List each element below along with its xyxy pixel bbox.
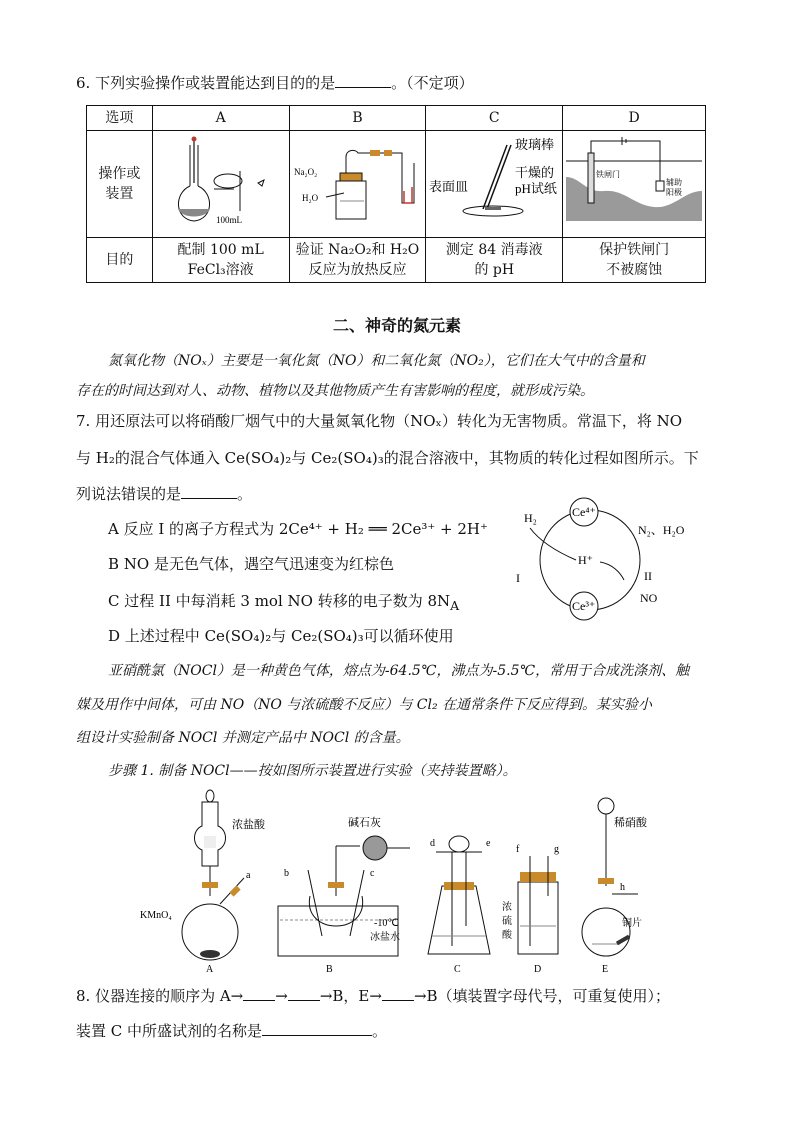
flask-volume-label: 100mL <box>215 215 242 225</box>
q6-purpose-d-1: 保护铁闸门 <box>599 242 670 258</box>
q6-image-d <box>563 131 706 238</box>
ce3-label: Ce³⁺ <box>572 599 596 613</box>
apparatus-figure <box>140 786 660 976</box>
b-temp-label: -10℃ <box>374 918 399 929</box>
hplus-label: H⁺ <box>578 553 593 567</box>
q7-line-3 <box>76 483 252 504</box>
q8-line-1-b: → <box>275 987 288 1005</box>
b-label: B <box>326 964 333 975</box>
process-2-label: II <box>644 569 652 583</box>
na2o2-label: Na₂O₂ <box>294 167 318 177</box>
q6-header-b: B <box>289 106 426 131</box>
apparatus-a <box>140 790 266 975</box>
a-solid-label: KMnO₄ <box>140 910 172 921</box>
d-label: D <box>534 964 542 975</box>
q6-header-a: A <box>152 106 289 131</box>
q6-answer-blank[interactable] <box>335 73 391 88</box>
products-label: N₂、H₂O <box>638 523 685 537</box>
d-port-f-label: f <box>516 844 520 855</box>
d-acid-label-2: 硫 <box>502 916 512 927</box>
nocl-line-1: 亚硝酰氯（NOCl）是一种黄色气体，熔点为-64.5℃，沸点为-5.5℃，常用于合成洗涤剂、触 <box>108 663 690 679</box>
q8-line-2-b: 。 <box>372 1022 388 1040</box>
q6-row2-label-2: 装置 <box>105 186 134 202</box>
q6-image-c <box>426 131 563 238</box>
ph-test-diagram <box>427 131 561 231</box>
q6-purpose-b-1: 验证 Na₂O₂和 H₂O <box>295 242 420 258</box>
a-port-label: a <box>246 870 251 881</box>
b-bath-label: 冰盐水 <box>370 932 400 943</box>
h2o-label: H₂O <box>302 193 319 203</box>
q7-line-1: 7. 用还原法可以将硝酸厂烟气中的大量氮氧化物（NOₓ）转化为无害物质。常温下，将 NO <box>76 412 683 430</box>
q6-image-a <box>152 131 289 238</box>
glass-rod-label: 玻璃棒 <box>515 137 555 152</box>
nocl-line-2: 媒及用作中间体，可由 NO（NO 与浓硫酸不反应）与 Cl₂ 在通常条件下反应得到。某实验小 <box>76 697 653 713</box>
q8-line-1-a: 8. 仪器连接的顺序为 A→ <box>76 987 244 1005</box>
q8-blank-3[interactable] <box>382 986 414 1001</box>
q6-purpose-a <box>152 238 289 283</box>
q6-purpose-a-1: 配制 100 mL <box>177 242 264 258</box>
q8-line-1-c: →B，E→ <box>319 987 382 1005</box>
e-reagent-label: 稀硝酸 <box>614 817 647 829</box>
no-label: NO <box>640 591 658 605</box>
q8-line-1-d: →B（填装置字母代号，可重复使用）； <box>413 987 671 1005</box>
sluice-gate-label: 铁闸门 <box>596 170 621 179</box>
q6-header-d: D <box>563 106 706 131</box>
e-copper-label: 铜片 <box>622 918 642 929</box>
d-port-g-label: g <box>554 844 559 855</box>
e-port-h-label: h <box>620 882 625 893</box>
q6-image-b <box>289 131 426 238</box>
aux-anode-label-2: 阳极 <box>666 188 683 197</box>
q6-purpose-d-2: 不被腐蚀 <box>606 262 663 278</box>
na2o2-apparatus-diagram <box>290 131 424 231</box>
volumetric-flask-diagram <box>154 131 288 231</box>
aux-anode-label-1: 辅助 <box>666 178 683 187</box>
q7-option-d: D 上述过程中 Ce(SO₄)₂与 Ce₂(SO₄)₃可以循环使用 <box>108 627 454 645</box>
b-desiccant-label: 碱石灰 <box>348 817 381 829</box>
nocl-step-1: 步骤 1. 制备 NOCl——按如图所示装置进行实验（夹持装置略）。 <box>108 763 517 779</box>
q7-option-c-text: C 过程 II 中每消耗 3 mol NO 转移的电子数为 8N <box>108 592 451 610</box>
intro-line-2: 存在的时间达到对人、动物、植物以及其他物质产生有害影响的程度，就形成污染。 <box>76 383 594 399</box>
a-reagent-label: 浓盐酸 <box>232 819 265 831</box>
ph-paper-label-2: pH试纸 <box>515 181 558 196</box>
q6-purpose-a-2: FeCl₃溶液 <box>187 262 254 278</box>
q8-line-2-a: 装置 C 中所盛试剂的名称是 <box>76 1022 263 1040</box>
q8-line-1 <box>76 985 670 1006</box>
watch-glass-label: 表面皿 <box>429 179 469 194</box>
q7-line-2: 与 H₂的混合气体通入 Ce(SO₄)₂与 Ce₂(SO₄)₃的混合溶液中，其物质的转化过程如图所示。下 <box>76 449 699 467</box>
q7-answer-blank[interactable] <box>181 484 237 499</box>
apparatus-c <box>428 836 491 975</box>
q7-line-3-tail: 。 <box>237 485 253 503</box>
q7-option-b: B NO 是无色气体，遇空气迅速变为红棕色 <box>108 555 394 573</box>
q6-header-c: C <box>426 106 563 131</box>
q6-stem-text: 6. 下列实验操作或装置能达到目的的是 <box>76 74 336 92</box>
q8-blank-4[interactable] <box>262 1021 372 1036</box>
ce4-label: Ce⁴⁺ <box>572 505 596 519</box>
a-label: A <box>206 964 214 975</box>
cerium-cycle-diagram <box>508 492 708 622</box>
q7-option-a: A 反应 I 的离子方程式为 2Ce⁴⁺ + H₂ ══ 2Ce³⁺ + 2H⁺ <box>108 520 488 538</box>
q7-option-c-sub: A <box>450 598 460 613</box>
c-port-e-label: e <box>486 838 491 849</box>
q6-purpose-c <box>426 238 563 283</box>
q6-purpose-c-1: 测定 84 消毒液 <box>445 242 543 258</box>
q6-purpose-label: 目的 <box>87 238 153 283</box>
q8-blank-1[interactable] <box>243 986 275 1001</box>
apparatus-e <box>582 798 648 975</box>
d-acid-label-3: 酸 <box>502 930 512 941</box>
b-port-b-label: b <box>284 868 289 879</box>
q7-option-c <box>108 590 459 613</box>
q7-line-3-text: 列说法错误的是 <box>76 485 182 503</box>
e-label: E <box>602 964 609 975</box>
apparatus-d <box>502 844 559 975</box>
q6-purpose-d <box>563 238 706 283</box>
d-acid-label-1: 浓 <box>502 902 512 913</box>
process-1-label: I <box>516 571 520 585</box>
apparatus-b <box>278 815 410 975</box>
q6-row2-label-1: 操作或 <box>98 166 141 182</box>
q8-line-2 <box>76 1020 387 1041</box>
q6-stem <box>76 72 474 93</box>
q6-row2-label <box>87 131 153 238</box>
q6-table <box>86 105 706 283</box>
q6-purpose-b-2: 反应为放热反应 <box>308 262 407 278</box>
c-label: C <box>454 964 461 975</box>
q6-purpose-b <box>289 238 426 283</box>
q6-purpose-c-2: 的 pH <box>474 262 515 278</box>
b-port-c-label: c <box>370 868 375 879</box>
q6-header-label: 选项 <box>87 106 153 131</box>
sluice-gate-diagram <box>564 131 704 231</box>
ph-paper-label-1: 干燥的 <box>515 165 555 180</box>
intro-line-1: 氮氧化物（NOₓ）主要是一氧化氮（NO）和二氧化氮（NO₂），它们在大气中的含量和 <box>108 353 645 369</box>
section-title: 二、神奇的氮元素 <box>332 316 461 335</box>
c-port-d-label: d <box>430 838 435 849</box>
q8-blank-2[interactable] <box>288 986 320 1001</box>
q6-stem-tail: 。（不定项） <box>391 74 474 92</box>
nocl-line-3: 组设计实验制备 NOCl 并测定产品中 NOCl 的含量。 <box>76 730 410 746</box>
h2-label: H₂ <box>524 511 537 525</box>
